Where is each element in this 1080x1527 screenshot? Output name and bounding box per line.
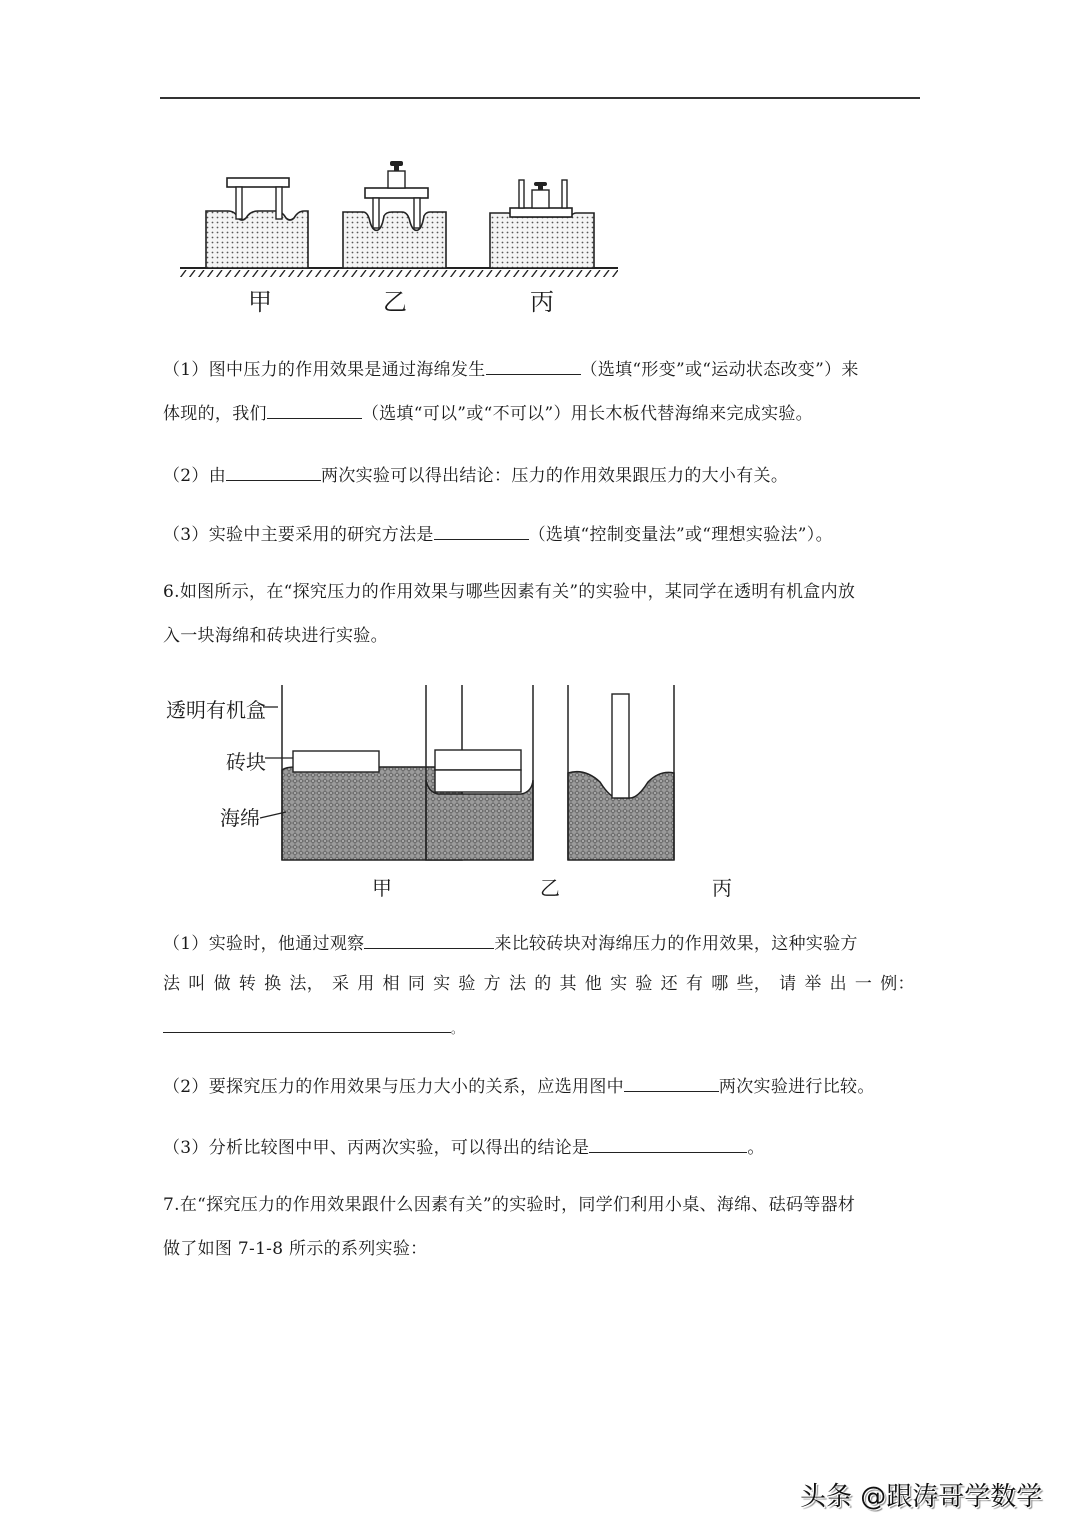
figure2-label-yi: 乙 — [540, 876, 560, 900]
watermark: 头条 @跟涛哥学数学 — [800, 1482, 1043, 1512]
q5-item2-blank[interactable] — [226, 462, 321, 481]
q5-item3-blank[interactable] — [434, 521, 529, 540]
q6-item2: （2）要探究压力的作用效果与压力大小的关系，应选用图中 两次实验进行比较。 — [163, 1073, 875, 1099]
callout-transparent-box: 透明有机盒 — [166, 698, 266, 722]
q5-item3: （3）实验中主要采用的研究方法是 （选填“控制变量法”或“理想实验法”）。 — [163, 521, 833, 547]
q5-item1-line1: （1）图中压力的作用效果是通过海绵发生 （选填“形变”或“运动状态改变”）来 — [163, 356, 859, 382]
q5-item2: （2）由 两次实验可以得出结论：压力的作用效果跟压力的大小有关。 — [163, 462, 788, 488]
callout-sponge: 海绵 — [220, 806, 260, 830]
q6-item1-blank-b[interactable] — [163, 1014, 451, 1033]
header-rule — [160, 97, 920, 99]
q6-item1-line1: （1）实验时，他通过观察 来比较砖块对海绵压力的作用效果，这种实验方 — [163, 930, 858, 956]
figure1-label-yi: 乙 — [383, 288, 407, 316]
q5-item1-line2: 体现的，我们 （选填“可以”或“不可以”）用长木板代替海绵来完成实验。 — [163, 400, 813, 426]
q6-intro-line1: 6.如图所示，在“探究压力的作用效果与哪些因素有关”的实验中，某同学在透明有机盒内放 — [163, 582, 856, 602]
q7-intro-line2: 做了如图 7-1-8 所示的系列实验： — [163, 1239, 428, 1259]
q6-item1-line3: 。 — [163, 1014, 463, 1041]
q6-item3: （3）分析比较图中甲、丙两次实验，可以得出的结论是 。 — [163, 1134, 765, 1160]
q6-item2-blank[interactable] — [624, 1073, 719, 1092]
figure2-label-jia: 甲 — [372, 876, 392, 900]
figure2-label-bing: 丙 — [712, 876, 732, 900]
q6-item1-line2: 法 叫 做 转 换 法， 采 用 相 同 实 验 方 法 的 其 他 实 验 还 有 哪 些， 请 举 出 一 例： — [163, 974, 915, 994]
q5-item1-blank-a[interactable] — [486, 356, 581, 375]
figure1-label-bing: 丙 — [530, 288, 554, 316]
q6-intro-line2: 入一块海绵和砖块进行实验。 — [163, 626, 388, 646]
callout-brick: 砖块 — [226, 750, 266, 774]
q5-item1-blank-b[interactable] — [267, 400, 362, 419]
q6-item1-blank-a[interactable] — [364, 930, 494, 949]
q7-intro-line1: 7.在“探究压力的作用效果跟什么因素有关”的实验时，同学们利用小桌、海绵、砝码等器材 — [163, 1195, 856, 1215]
q6-item3-blank[interactable] — [589, 1134, 747, 1153]
figure1-label-jia: 甲 — [248, 288, 272, 316]
